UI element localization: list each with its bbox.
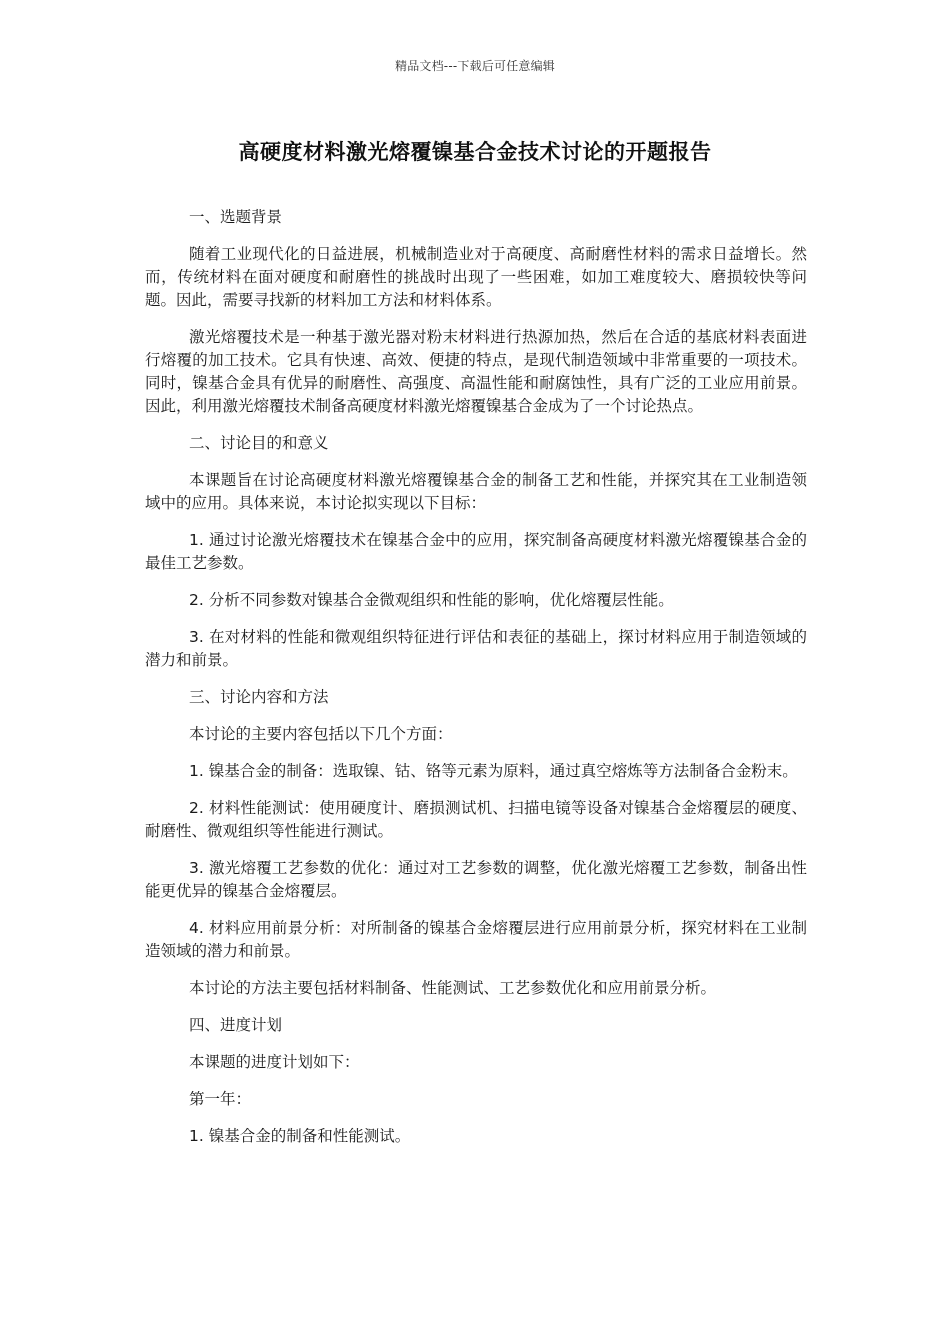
document-title: 高硬度材料激光熔覆镍基合金技术讨论的开题报告 <box>238 140 712 164</box>
list-item: 1. 通过讨论激光熔覆技术在镍基合金中的应用，探究制备高硬度材料激光熔覆镍基合金的最佳工艺参数。 <box>145 531 807 572</box>
section-heading-purpose: 二、讨论目的和意义 <box>189 434 329 452</box>
paragraph: 本讨论的主要内容包括以下几个方面： <box>189 725 453 743</box>
section-heading-background: 一、选题背景 <box>189 208 283 226</box>
list-item: 1. 镍基合金的制备：选取镍、钴、铬等元素为原料，通过真空熔炼等方法制备合金粉末。 <box>189 762 798 780</box>
paragraph: 本讨论的方法主要包括材料制备、性能测试、工艺参数优化和应用前景分析。 <box>189 979 717 997</box>
paragraph: 第一年： <box>189 1090 252 1108</box>
section-heading-schedule: 四、进度计划 <box>189 1016 283 1034</box>
list-item: 4. 材料应用前景分析：对所制备的镍基合金熔覆层进行应用前景分析，探究材料在工业制造领域的潜力和前景。 <box>145 919 807 960</box>
list-item: 3. 在对材料的性能和微观组织特征进行评估和表征的基础上，探讨材料应用于制造领域的潜力和前景。 <box>145 628 807 669</box>
paragraph: 激光熔覆技术是一种基于激光器对粉末材料进行热源加热，然后在合适的基底材料表面进行熔覆的加工技术。它具有快速、高效、便捷的特点，是现代制造领域中非常重要的一项技术。同时，镍基合金具有优异的耐磨性、高强度、高温性能和耐腐蚀性，具有广泛的工业应用前景。因此，利用激光熔覆技术制备高硬度材料激光熔覆镍基合金成为了一个讨论热点。 <box>145 328 807 415</box>
paragraph: 随着工业现代化的日益进展，机械制造业对于高硬度、高耐磨性材料的需求日益增长。然而，传统材料在面对硬度和耐磨性的挑战时出现了一些困难，如加工难度较大、磨损较快等问题。因此，需要寻找新的材料加工方法和材料体系。 <box>145 245 807 309</box>
paragraph: 本课题的进度计划如下： <box>189 1053 360 1071</box>
header-note: 精品文档---下载后可任意编辑 <box>395 59 555 73</box>
document-body <box>145 206 807 1162</box>
paragraph: 本课题旨在讨论高硬度材料激光熔覆镍基合金的制备工艺和性能，并探究其在工业制造领域中的应用。具体来说，本讨论拟实现以下目标： <box>145 471 807 512</box>
list-item: 1. 镍基合金的制备和性能测试。 <box>189 1127 411 1145</box>
list-item: 2. 分析不同参数对镍基合金微观组织和性能的影响，优化熔覆层性能。 <box>189 591 674 609</box>
list-item: 3. 激光熔覆工艺参数的优化：通过对工艺参数的调整，优化激光熔覆工艺参数，制备出性能更优异的镍基合金熔覆层。 <box>145 859 807 900</box>
list-item: 2. 材料性能测试：使用硬度计、磨损测试机、扫描电镜等设备对镍基合金熔覆层的硬度、耐磨性、微观组织等性能进行测试。 <box>145 799 807 840</box>
section-heading-content-methods: 三、讨论内容和方法 <box>189 688 329 706</box>
